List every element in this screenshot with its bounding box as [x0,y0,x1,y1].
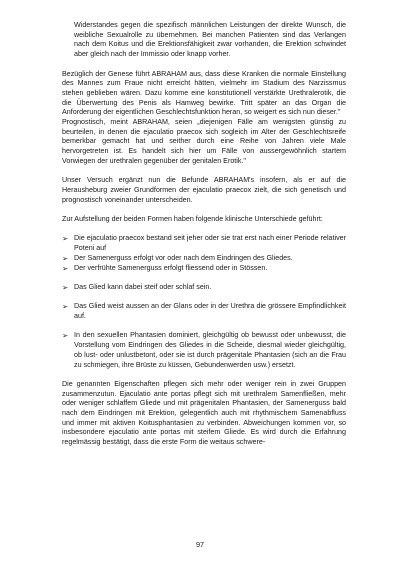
list-item [62,302,346,321]
paragraph-genesis: Bezüglich der Genese führt ABRAHAM aus, dass diese Kranken die normale Einstellung des Mannes zum Fraue nicht erreicht hätten, vielmehr im Stadium des Narzissmus stehen geblieben wären. Dazu komme eine konstitutionell verstärkte Urethralerotik, die die Überwertung des Penis als Hamweg bewirke. Tritt später an das Organ die Anforderung der eigentlichen Geschlechtsfunktion heran, so weigert es sich nun dieser." [62,69,346,117]
arrowhead-bullet-icon: ➢ [62,263,69,273]
arrowhead-bullet-icon: ➢ [62,234,69,244]
arrowhead-bullet-icon: ➢ [62,253,69,263]
arrowhead-bullet-icon: ➢ [62,331,69,341]
page-body [62,21,346,458]
list-item-text: Die ejaculatio praecox bestand seit jeher oder sie trat erst nach einer Periode relativer Poteni auf [74,234,346,253]
arrowhead-bullet-icon: ➢ [62,302,69,312]
list-item-text: Das Glied kann dabei steif oder schlaf sein. [74,282,212,291]
list-item [62,234,346,253]
list-item-text: Das Glied weist aussen an der Glans oder in der Urethra die grössere Empfindlichkeit auf. [74,302,346,320]
list-item [62,254,346,264]
paragraph-groups: Die genannten Eigenschaften pflegen sich mehr oder weniger rein in zwei Gruppen zusammenzutun. Ejaculatio ante portas pflegt sich mit urethralem Samenfließen, mehr oder weniger schlaffem Gliede und mit prägenitalen Phantasien, der Samenerguss bald nach dem Eindringen mit Erektion, gelegentlich auch mit rhythmischem Samenabfluss und immer mit aktiven Koitusphantasien zu verbinden. Abweichungen kommen vor, so insbesondere ejaculatio ante portas mit steifem Gliede. Es wird durch die Erfahrung regelmässig bestätigt, dass die erste Form die weitaus schwere- [62,379,346,447]
paragraph-prognosis: Prognostisch, meint ABRAHAM, seien „diejenigen Fälle am wenigsten günstig zu beurteilen, in denen die ejaculatio praecox sich sogleich im Alter der Geschlechtsreife bemerkbar gemacht hat und seither durch eine Reihe von Jahren viele Male hervorgetreten ist. Es handelt sich hier um Fälle von aussergewöhnlich startem Vorwiegen der urethralen gegenüber der genitalen Erotik." [62,118,346,165]
list-item-text: Der verfrühte Samenerguss erfolgt fliessend oder in Stössen. [74,263,268,272]
list-item [62,331,346,370]
paragraph-differences-intro: Zur Aufstellung der beiden Formen haben folgende klinische Unterschiede geführt: [62,215,323,224]
paragraph-continuation: Widerstandes gegen die spezifisch männlichen Leistungen der direkte Wunsch, die weibliche Sexualrolle zu übernehmen. Bei manchen Patienten sind das Verlangen nach dem Koitus und die Erektionsfähigkeit zwar vorhanden, die Erektion schwindet aber gleich nach der Immissio oder knapp vorher. [74,21,346,59]
list-item [62,264,346,274]
clinical-differences-list [62,234,346,370]
list-item-text: Der Samenerguss erfolgt vor oder nach dem Eindringen des Gliedes. [74,253,293,262]
page-number: 97 [195,540,205,549]
arrowhead-bullet-icon: ➢ [62,282,69,292]
list-item-text: In den sexuellen Phantasien dominiert, gleichgültig ob bewusst oder unbewusst, die Vorstellung vom Eindringen des Gliedes in die Scheide, diesmal wieder gleichgültig, ob lust- oder unlustbetont, oder sie ist durch prägenitale Phantasien (sich an die Frau zu schmiegen, ihre Brüste zu küssen, Gebundenwerden usw.) ersetzt. [74,331,346,369]
paragraph-attempt: Unser Versuch ergänzt nun die Befunde ABRAHAM's insofern, als er auf die Herausheburg zweier Grundformen der ejaculatio praecox zielt, die sich genetisch und prognostisch voneinander unterscheiden. [62,176,346,204]
list-item [62,283,346,293]
